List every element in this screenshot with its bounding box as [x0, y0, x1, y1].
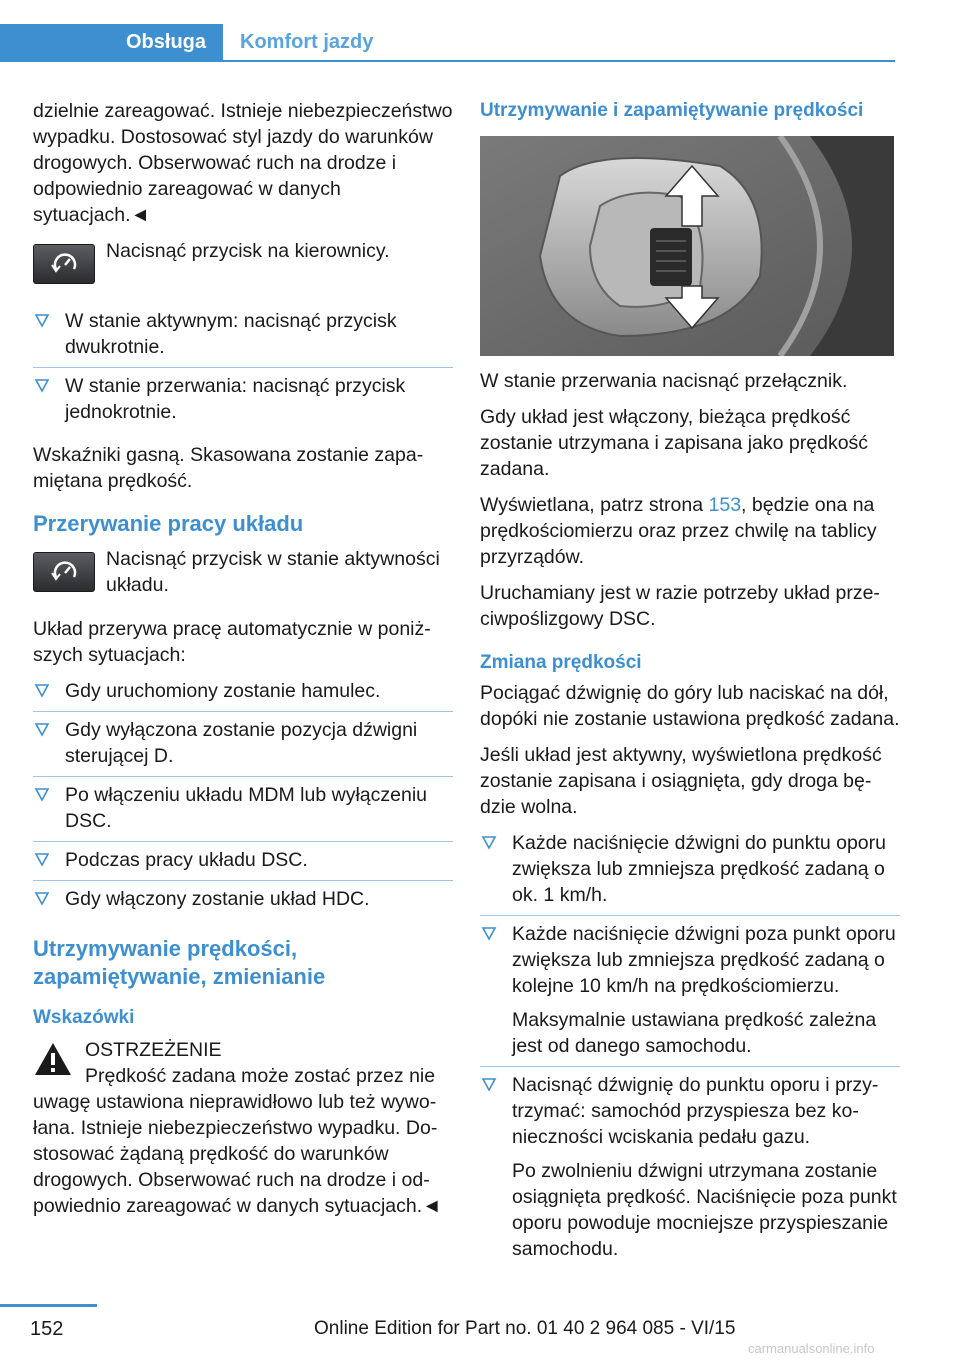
watermark: carmanualsonline.info: [748, 1341, 875, 1356]
edition-text: Online Edition for Part no. 01 40 2 964 085 - VI/15: [314, 1318, 736, 1339]
subsection-heading: Zmiana prędkości: [480, 652, 642, 673]
list-item: Gdy uruchomiony zostanie hamulec.: [33, 678, 453, 712]
triangle-bullet-icon: [480, 924, 498, 944]
left-column: [33, 98, 453, 1219]
paragraph: Wyświetlana, patrz strona 153, będzie ona na prędkościomierzu oraz przez chwilę na tablicy przyrządów.: [480, 494, 877, 568]
triangle-bullet-icon: [33, 681, 51, 701]
bullet-list: [33, 308, 453, 432]
list-item: Po włączeniu układu MDM lub wyłączeniu DSC.: [33, 782, 453, 842]
bullet-list: [33, 678, 453, 919]
paragraph: Wskaźniki gasną. Skasowana zostanie zapamiętana prędkość.: [33, 444, 424, 492]
list-item: Każde naciśnięcie dźwigni do punktu oporu zwiększa lub zmniejsza prędkość zadaną o ok. 1 km/h.: [480, 830, 900, 916]
page-reference-link[interactable]: 153: [708, 494, 742, 516]
list-item: Gdy wyłączona zostanie pozycja dźwigni sterującej D.: [33, 717, 453, 777]
paragraph: W stanie przerwania nacisnąć przełącznik.: [480, 370, 848, 392]
tab-komfort-jazdy[interactable]: Komfort jazdy: [240, 31, 374, 53]
triangle-bullet-icon: [480, 833, 498, 853]
triangle-bullet-icon: [33, 785, 51, 805]
warning-triangle-icon: [33, 1041, 73, 1077]
button-instruction: [33, 238, 453, 290]
page-header: [0, 0, 960, 62]
list-item: Gdy włączony zostanie układ HDC.: [33, 886, 453, 919]
instruction-text: Nacisnąć przycisk w stanie aktywności układu.: [106, 548, 440, 596]
paragraph: Pociągać dźwignię do góry lub naciskać na dół, dopóki nie zostanie ustawiona prędkość zadana.: [480, 682, 900, 730]
list-item-note: Po zwolnieniu dźwigni utrzymana zostanie osiągnięta prędkość. Naciśnięcie poza punkt oporu powoduje mocniejsze przyspieszanie samochodu.: [512, 1160, 897, 1260]
paragraph: Uruchamiany jest w razie potrzeby układ przeciwpoślizgowy DSC.: [480, 582, 880, 630]
section-heading: Przerywanie pracy układu: [33, 511, 304, 536]
paragraph: Gdy układ jest włączony, bieżąca prędkość zostanie utrzymana i zapisana jako prędkość zadana.: [480, 406, 869, 480]
triangle-bullet-icon: [33, 720, 51, 740]
section-heading: Utrzymywanie prędkości, zapamiętywanie, zmienianie: [33, 936, 326, 989]
triangle-bullet-icon: [33, 850, 51, 870]
triangle-bullet-icon: [33, 889, 51, 909]
bullet-list: [480, 830, 900, 1269]
triangle-bullet-icon: [33, 376, 51, 396]
warning-text-first-line: Prędkość zadana może zostać przez nie: [85, 1065, 436, 1087]
triangle-bullet-icon: [480, 1075, 498, 1095]
tab-obsluga[interactable]: Obsługa: [0, 24, 223, 60]
image-heading: Utrzymywanie i zapamiętywanie prędkości: [480, 100, 864, 121]
header-divider: [0, 60, 895, 62]
paragraph: dzielnie zareagować. Istnieje niebezpieczeństwo wypadku. Dostosować styl jazdy do warunków drogowych. Obserwować ruch na drodze i odpowiednio zareagować w danych sytuacjach.◄: [33, 100, 453, 226]
warning-text: uwagę ustawiona nieprawidłowo lub też wywołana. Istnieje niebezpieczeństwo wypadku. Dostosować żądaną prędkość do warunków drogowych. Obserwować ruch na drodze i odpowiednio zareagować w danych sytuacjach.◄: [33, 1091, 442, 1217]
button-instruction: [33, 546, 453, 598]
cruise-control-button-icon: [33, 244, 95, 284]
list-item-note: Maksymalnie ustawiana prędkość zależna jest od danego samochodu.: [512, 1009, 877, 1057]
instruction-text: Nacisnąć przycisk na kierownicy.: [106, 240, 390, 262]
list-item: W stanie przerwania: nacisnąć przycisk jednokrotnie.: [33, 373, 453, 432]
paragraph: Jeśli układ jest aktywny, wyświetlona prędkość zostanie zapisana i osiągnięta, gdy droga będzie wolna.: [480, 744, 882, 818]
right-column: [480, 98, 900, 1279]
list-item: Każde naciśnięcie dźwigni poza punkt oporu zwiększa lub zmniejsza prędkość zadaną o kolejne 10 km/h na prędkościomierzu. Maksymalnie ustawiana prędkość zależna jest od danego samochodu.: [480, 921, 900, 1067]
list-item: Nacisnąć dźwignię do punktu oporu i przytrzymać: samochód przyspiesza bez konieczności wciskania pedału gazu. Po zwolnieniu dźwigni utrzymana zostanie osiągnięta prędkość. Naciśnięcie poza punkt oporu powoduje mocniejsze przyspieszanie samochodu.: [480, 1072, 900, 1269]
list-item: Podczas pracy układu DSC.: [33, 847, 453, 881]
paragraph: Układ przerywa pracę automatycznie w poniższych sytuacjach:: [33, 618, 431, 666]
triangle-bullet-icon: [33, 311, 51, 331]
warning-title: OSTRZEŻENIE: [85, 1039, 222, 1061]
steering-wheel-photo: [480, 136, 894, 356]
list-item: W stanie aktywnym: nacisnąć przycisk dwukrotnie.: [33, 308, 453, 368]
cruise-control-button-icon: [33, 552, 95, 592]
footer-page-line: [0, 1304, 97, 1307]
page-number: 152: [30, 1318, 64, 1340]
subsection-heading: Wskazówki: [33, 1007, 135, 1028]
warning-block: [33, 1037, 453, 1219]
